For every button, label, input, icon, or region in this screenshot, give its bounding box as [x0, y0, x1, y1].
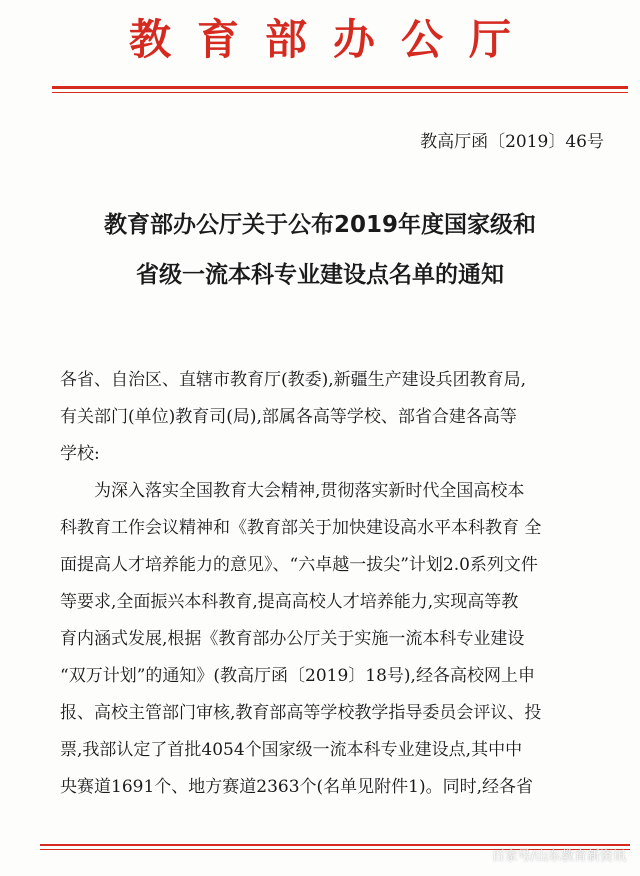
body-line: 为深入落实全国教育大会精神,贯彻落实新时代全国高校本 [60, 481, 525, 501]
body-line: “双万计划”的通知》(教高厅函〔2019〕18号),经各高校网上申 [60, 666, 535, 686]
header-red-rule [52, 86, 628, 89]
document-title-line-1: 教育部办公厅关于公布2019年度国家级和 [103, 212, 536, 238]
header-red-rule-thin [52, 92, 628, 93]
body-line: 面提高人才培养能力的意见》、“六卓越一拔尖”计划2.0系列文件 [60, 555, 538, 575]
body-line: 报、高校主管部门审核,教育部高等学校教学指导委员会评议、投 [60, 703, 542, 723]
body-line: 育内涵式发展,根据《教育部办公厅关于实施一流本科专业建设 [60, 629, 525, 649]
issuing-org-masthead: 教育部办公厅 [128, 15, 537, 64]
body-line: 学校: [60, 444, 100, 464]
source-watermark: 百家号/山东教育新资讯 [491, 849, 626, 864]
body-line: 票,我部认定了首批4054个国家级一流本科专业建设点,其中中 [60, 740, 523, 760]
body-line: 等要求,全面振兴本科教育,提高高校人才培养能力,实现高等教 [60, 592, 519, 612]
body-line: 科教育工作会议精神和《教育部关于加快建设高水平本科教育 全 [60, 518, 542, 538]
document-number: 教高厅函〔2019〕46号 [420, 132, 604, 152]
body-line: 各省、自治区、直辖市教育厅(教委),新疆生产建设兵团教育局, [60, 370, 527, 390]
body-line: 央赛道1691个、地方赛道2363个(名单见附件1)。同时,经各省 [60, 777, 534, 797]
document-title-line-2: 省级一流本科专业建设点名单的通知 [136, 262, 504, 288]
body-line: 有关部门(单位)教育司(局),部属各高等学校、部省合建各高等 [60, 407, 517, 427]
